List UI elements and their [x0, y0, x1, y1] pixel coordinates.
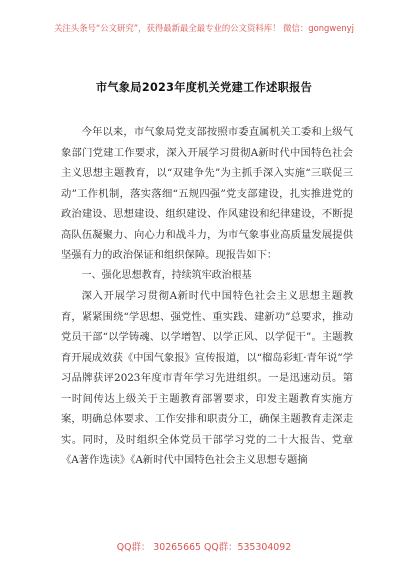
body-paragraph: 深入开展学习贯彻A新时代中国特色社会主义思想主题教育，紧紧围绕“学思想、强党性、重实践、建新功”总要求，推动党员干部“以学铸魂、以学增智、以学正风、以学促干”。主题教育开展成效获《中国气象报》宣传报道，以“榴岛彩虹·青年说”学习品牌获评2023年度市青年学习先进组织。一是迅速动员。第一时间传达上级关于主题教育部署要求，印发主题教育实施方案，明确总体要求、工作安排和职责分工，确保主题教育走深走实。同时，及时组织全体党员干部学习党的二十大报告、党章《A著作选读》《A新时代中国特色社会主义思想专题摘: [61, 290, 353, 466]
document-body: [61, 122, 353, 471]
document-title: 市气象局2023年度机关党建工作述职报告: [95, 81, 313, 94]
section-heading: 一、强化思想教育，持续筑牢政治根基: [81, 269, 252, 281]
header-promo-note: 关注头条号“公文研究”，获得最新最全最专业的公文资料库！ 微信：gongwenyj: [54, 23, 354, 33]
intro-paragraph: 今年以来，市气象局党支部按照市委直属机关工委和上级气象部门党建工作要求，深入开展学习贯彻A新时代中国特色社会主义思想主题教育，以“双建争先”为主抓手深入实施“三联促三动”工作机制，落实落细“五规四强”党支部建设，扎实推进党的政治建设、思想建设、组织建设、作风建设和纪律建设，不断提高队伍凝聚力、向心力和战斗力，为市气象事业高质量发展提供坚强有力的政治保证和组织保障。现报告如下：: [61, 126, 353, 261]
footer-contact-note: QQ群： 30265665 QQ群：535304092: [116, 542, 292, 553]
